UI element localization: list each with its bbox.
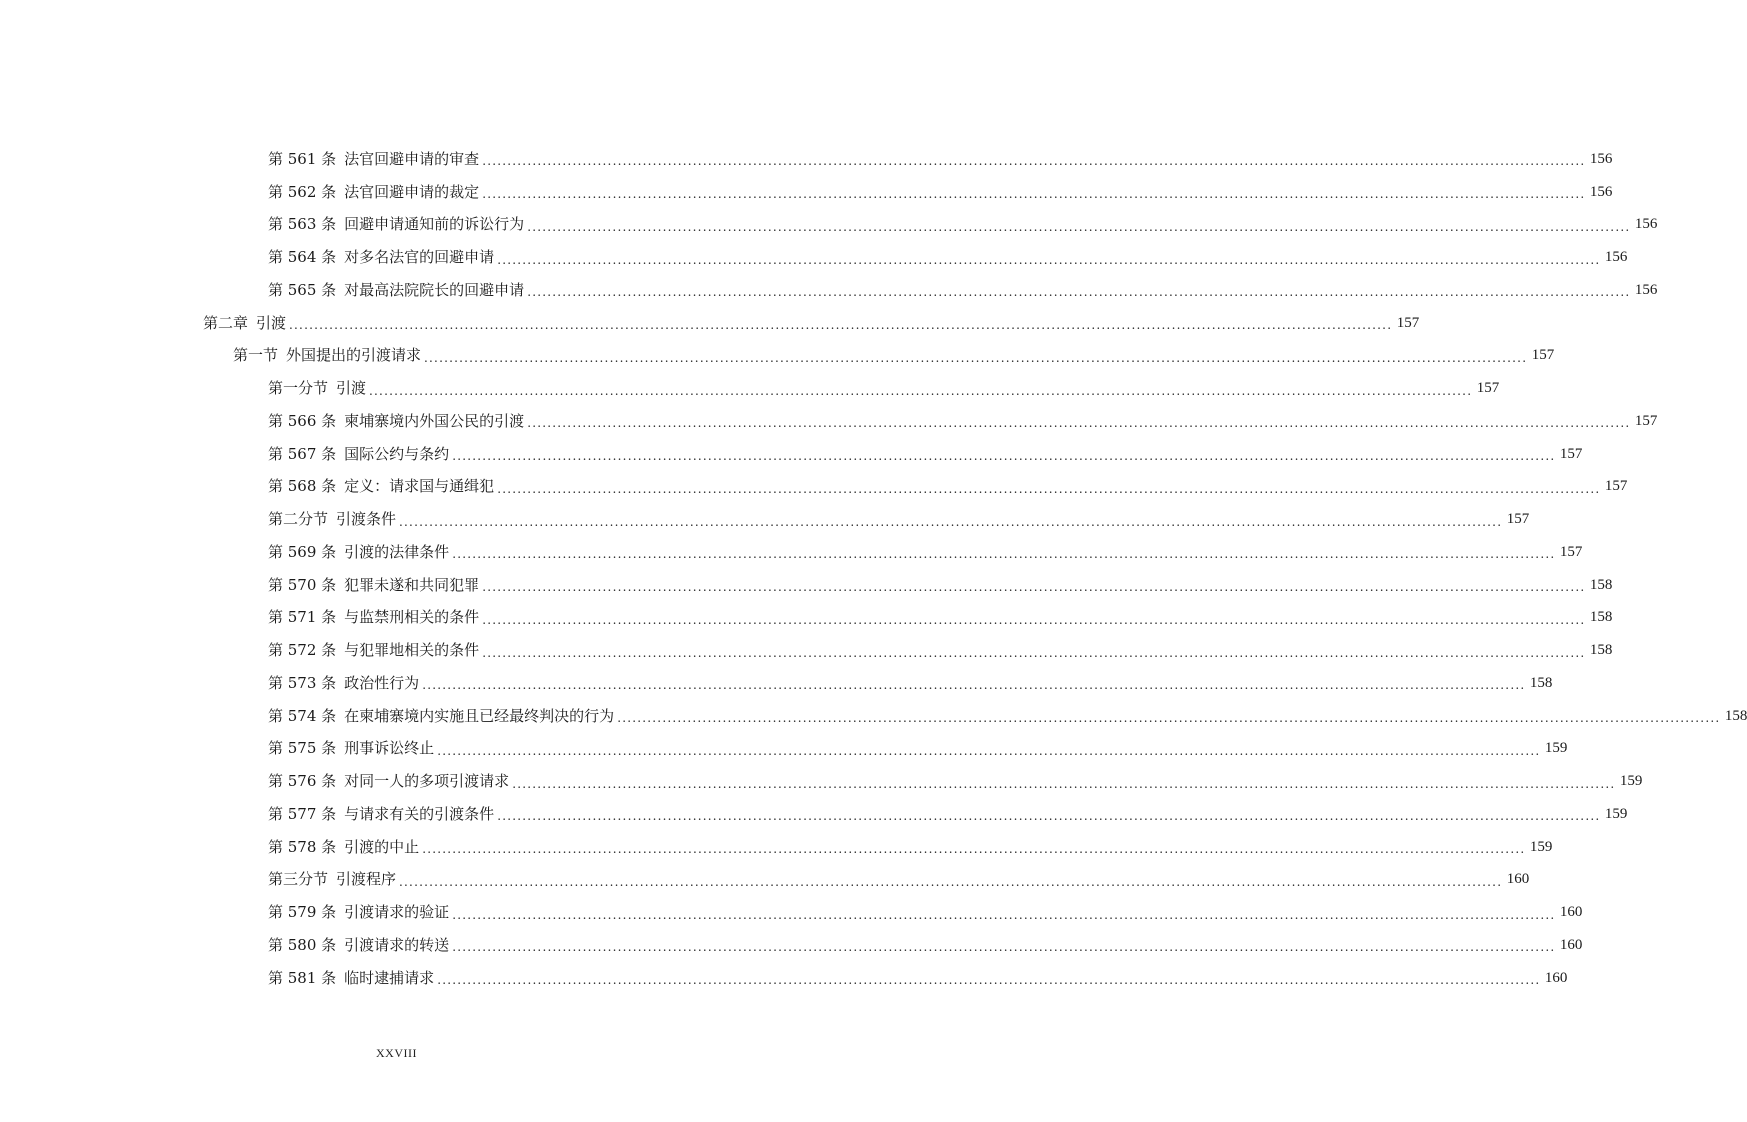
- toc-entry-number: 第 567 条: [268, 444, 337, 463]
- toc-entry-title: 外国提出的引渡请求: [286, 346, 422, 365]
- table-of-contents: [0, 143, 1747, 995]
- toc-entry-title: 对最高法院院长的回避申请: [344, 280, 525, 299]
- toc-entry-page: 156: [1589, 183, 1613, 200]
- toc-entry-number: 第 571 条: [268, 608, 337, 627]
- toc-entry-label: [268, 905, 451, 920]
- toc-entry[interactable]: [268, 274, 1658, 307]
- toc-entry-number: 第 562 条: [268, 182, 337, 201]
- toc-entry-page: 160: [1506, 871, 1530, 888]
- toc-entry[interactable]: [268, 929, 1583, 962]
- toc-entry-page: 158: [1589, 642, 1613, 659]
- toc-entry-page: 159: [1544, 740, 1568, 757]
- toc-entry[interactable]: [268, 503, 1530, 536]
- toc-entry-label: [268, 706, 616, 725]
- toc-entry-title: 引渡程序: [336, 870, 397, 889]
- toc-entry-number: 第二章: [203, 313, 249, 332]
- toc-entry-title: 引渡: [256, 313, 287, 332]
- toc-entry-title: 与监禁刑相关的条件: [344, 608, 480, 627]
- toc-entry-number: 第 577 条: [268, 804, 337, 823]
- toc-entry[interactable]: [268, 700, 1747, 733]
- toc-entry[interactable]: [268, 864, 1530, 897]
- dot-leader: ............................................................................................................................................................................................................................: [497, 809, 1601, 824]
- toc-entry-number: 第二分节: [268, 510, 329, 529]
- toc-entry-label: [268, 479, 496, 494]
- toc-entry-title: 对同一人的多项引渡请求: [344, 772, 510, 791]
- toc-entry-page: 158: [1589, 576, 1613, 593]
- toc-entry-number: 第 579 条: [268, 903, 337, 922]
- dot-leader: ............................................................................................................................................................................................................................: [452, 449, 1556, 464]
- toc-entry-label: [268, 741, 436, 756]
- toc-entry-label: [268, 575, 481, 594]
- toc-entry-number: 第 564 条: [268, 248, 337, 267]
- toc-entry-label: [268, 643, 481, 658]
- toc-entry[interactable]: [268, 209, 1658, 242]
- toc-entry[interactable]: [268, 602, 1613, 635]
- dot-leader: ............................................................................................................................................................................................................................: [369, 383, 1473, 398]
- toc-entry-title: 政治性行为: [344, 673, 420, 692]
- toc-entry-label: [268, 512, 398, 527]
- toc-entry-number: 第 569 条: [268, 542, 337, 561]
- toc-entry-title: 与请求有关的引渡条件: [344, 804, 495, 823]
- toc-entry-label: [268, 250, 496, 265]
- toc-entry-page: 157: [1559, 445, 1583, 462]
- toc-entry-label: [268, 610, 481, 625]
- toc-entry-page: 158: [1529, 674, 1553, 691]
- toc-entry-title: 法官回避申请的审查: [344, 149, 480, 168]
- toc-entry[interactable]: [268, 896, 1583, 929]
- toc-entry[interactable]: [203, 307, 1420, 340]
- toc-entry[interactable]: [233, 340, 1555, 373]
- dot-leader: ............................................................................................................................................................................................................................: [437, 743, 1541, 758]
- toc-entry[interactable]: [268, 471, 1628, 504]
- toc-entry[interactable]: [268, 831, 1553, 864]
- page-number: XXVIII: [376, 1046, 417, 1060]
- toc-entry-page: 160: [1559, 904, 1583, 921]
- toc-entry-number: 第 572 条: [268, 641, 337, 660]
- toc-entry-page: 159: [1529, 838, 1553, 855]
- toc-entry-title: 回避申请通知前的诉讼行为: [344, 215, 525, 234]
- toc-entry-title: 引渡的中止: [344, 837, 420, 856]
- toc-entry-page: 156: [1589, 150, 1613, 167]
- toc-entry-title: 临时逮捕请求: [344, 968, 435, 987]
- dot-leader: ............................................................................................................................................................................................................................: [482, 612, 1586, 627]
- dot-leader: ............................................................................................................................................................................................................................: [617, 711, 1721, 726]
- toc-entry[interactable]: [268, 536, 1583, 569]
- dot-leader: ............................................................................................................................................................................................................................: [437, 973, 1541, 988]
- dot-leader: ............................................................................................................................................................................................................................: [399, 514, 1503, 529]
- toc-entry-title: 引渡条件: [336, 510, 397, 529]
- toc-entry-title: 定义：请求国与通缉犯: [344, 477, 495, 496]
- dot-leader: ............................................................................................................................................................................................................................: [497, 481, 1601, 496]
- toc-entry-page: 159: [1604, 805, 1628, 822]
- toc-entry-page: 157: [1506, 511, 1530, 528]
- toc-entry-number: 第 570 条: [268, 575, 337, 594]
- toc-entry-label: [268, 217, 526, 232]
- toc-entry-label: [268, 280, 526, 299]
- toc-entry-page: 157: [1396, 314, 1420, 331]
- toc-entry[interactable]: [268, 176, 1613, 209]
- dot-leader: ............................................................................................................................................................................................................................: [289, 318, 1393, 333]
- toc-entry-label: [268, 804, 496, 823]
- dot-leader: ............................................................................................................................................................................................................................: [422, 678, 1526, 693]
- dot-leader: ............................................................................................................................................................................................................................: [482, 154, 1586, 169]
- dot-leader: ............................................................................................................................................................................................................................: [452, 547, 1556, 562]
- toc-entry-title: 国际公约与条约: [344, 444, 450, 463]
- toc-entry-label: [268, 411, 526, 430]
- toc-entry-title: 对多名法官的回避申请: [344, 248, 495, 267]
- toc-entry-page: 157: [1634, 412, 1658, 429]
- toc-entry-title: 柬埔寨境内外国公民的引渡: [344, 411, 525, 430]
- toc-entry-label: [268, 542, 451, 561]
- toc-entry[interactable]: [268, 438, 1583, 471]
- toc-entry-page: 157: [1604, 478, 1628, 495]
- toc-entry-title: 在柬埔寨境内实施且已经最终判决的行为: [344, 706, 615, 725]
- toc-entry-number: 第 561 条: [268, 149, 337, 168]
- toc-entry-page: 157: [1559, 543, 1583, 560]
- toc-entry-label: [268, 182, 481, 201]
- dot-leader: ............................................................................................................................................................................................................................: [482, 645, 1586, 660]
- toc-entry-title: 与犯罪地相关的条件: [344, 641, 480, 660]
- toc-entry[interactable]: [268, 143, 1613, 176]
- toc-entry[interactable]: [268, 798, 1628, 831]
- toc-entry-title: 引渡请求的验证: [344, 903, 450, 922]
- dot-leader: ............................................................................................................................................................................................................................: [512, 776, 1616, 791]
- dot-leader: ............................................................................................................................................................................................................................: [424, 350, 1528, 365]
- dot-leader: ............................................................................................................................................................................................................................: [422, 842, 1526, 857]
- toc-entry-number: 第 573 条: [268, 673, 337, 692]
- dot-leader: ............................................................................................................................................................................................................................: [399, 874, 1503, 889]
- toc-entry-number: 第 566 条: [268, 411, 337, 430]
- toc-entry-number: 第 563 条: [268, 215, 337, 234]
- dot-leader: ............................................................................................................................................................................................................................: [527, 285, 1631, 300]
- toc-entry-title: 犯罪未遂和共同犯罪: [344, 575, 480, 594]
- toc-entry-label: [268, 673, 421, 692]
- toc-entry-number: 第 565 条: [268, 280, 337, 299]
- dot-leader: ............................................................................................................................................................................................................................: [452, 940, 1556, 955]
- toc-entry-page: 160: [1544, 969, 1568, 986]
- dot-leader: ............................................................................................................................................................................................................................: [482, 187, 1586, 202]
- toc-entry-number: 第 578 条: [268, 837, 337, 856]
- toc-entry-title: 引渡请求的转送: [344, 935, 450, 954]
- toc-entry[interactable]: [268, 241, 1628, 274]
- toc-entry[interactable]: [268, 569, 1613, 602]
- toc-entry-number: 第 580 条: [268, 935, 337, 954]
- toc-entry-label: [203, 313, 288, 332]
- toc-entry[interactable]: [268, 962, 1568, 995]
- dot-leader: ............................................................................................................................................................................................................................: [527, 219, 1631, 234]
- toc-entry-label: [268, 149, 481, 168]
- toc-entry-page: 158: [1589, 609, 1613, 626]
- toc-entry[interactable]: [268, 667, 1553, 700]
- toc-entry-label: [233, 348, 423, 363]
- toc-entry-title: 刑事诉讼终止: [344, 739, 435, 758]
- dot-leader: ............................................................................................................................................................................................................................: [497, 252, 1601, 267]
- toc-entry-page: 156: [1604, 249, 1628, 266]
- toc-entry-number: 第 568 条: [268, 477, 337, 496]
- toc-entry-label: [268, 381, 368, 396]
- toc-entry-label: [268, 935, 451, 954]
- toc-entry-page: 157: [1531, 347, 1555, 364]
- toc-entry-number: 第一分节: [268, 379, 329, 398]
- toc-entry[interactable]: [268, 634, 1613, 667]
- toc-entry-number: 第 576 条: [268, 772, 337, 791]
- toc-entry-number: 第 574 条: [268, 706, 337, 725]
- dot-leader: ............................................................................................................................................................................................................................: [452, 907, 1556, 922]
- dot-leader: ............................................................................................................................................................................................................................: [527, 416, 1631, 431]
- toc-entry-label: [268, 872, 398, 887]
- toc-entry-label: [268, 968, 436, 987]
- toc-entry-title: 引渡: [336, 379, 367, 398]
- toc-entry-number: 第 581 条: [268, 968, 337, 987]
- dot-leader: ............................................................................................................................................................................................................................: [482, 580, 1586, 595]
- toc-entry[interactable]: [268, 765, 1643, 798]
- toc-entry-page: 157: [1476, 380, 1500, 397]
- toc-entry-number: 第一节: [233, 346, 279, 365]
- toc-entry[interactable]: [268, 733, 1568, 766]
- toc-entry[interactable]: [268, 372, 1500, 405]
- toc-entry-page: 156: [1634, 216, 1658, 233]
- toc-entry-number: 第 575 条: [268, 739, 337, 758]
- toc-entry-number: 第三分节: [268, 870, 329, 889]
- toc-entry-title: 引渡的法律条件: [344, 542, 450, 561]
- toc-entry-page: 160: [1559, 936, 1583, 953]
- toc-entry[interactable]: [268, 405, 1658, 438]
- toc-entry-page: 159: [1619, 773, 1643, 790]
- toc-entry-page: 158: [1724, 707, 1747, 724]
- toc-entry-title: 法官回避申请的裁定: [344, 182, 480, 201]
- toc-entry-page: 156: [1634, 281, 1658, 298]
- toc-entry-label: [268, 444, 451, 463]
- toc-entry-label: [268, 774, 511, 789]
- toc-entry-label: [268, 837, 421, 856]
